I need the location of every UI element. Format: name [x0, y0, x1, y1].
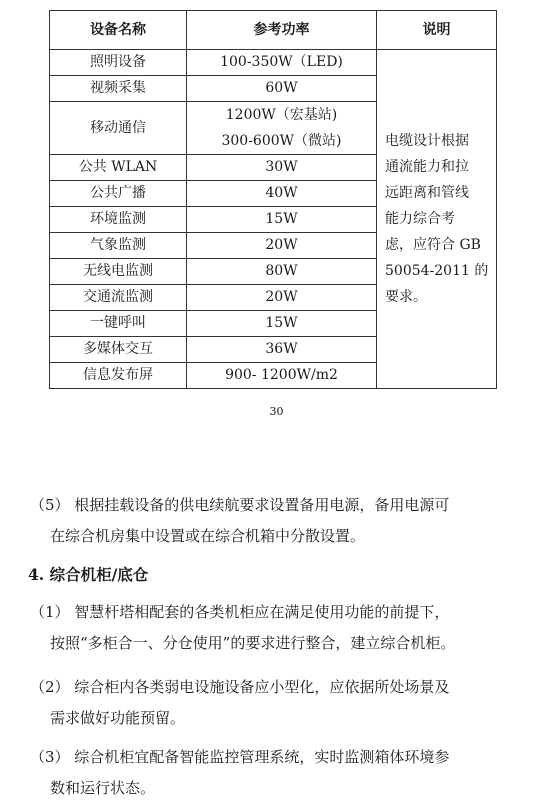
paragraph-line: 按照“多柜合一、分仓使用”的要求进行整合，建立综合机柜。: [50, 634, 456, 652]
device-name: 视频采集: [50, 76, 187, 102]
section-heading: 4. 综合机柜/底仓: [28, 565, 149, 584]
table-row: [50, 50, 497, 76]
power-line: 300-600W（微站): [221, 133, 342, 149]
paragraph-line: 数和运行状态。: [50, 779, 156, 797]
note-line: 要求。: [385, 289, 427, 305]
device-power: 20W: [187, 233, 377, 259]
device-power: 20W: [187, 285, 377, 311]
device-power: 15W: [187, 207, 377, 233]
device-power: 36W: [187, 337, 377, 363]
device-power: 900- 1200W/m2: [187, 363, 377, 389]
device-power: 30W: [187, 155, 377, 181]
device-power: 60W: [187, 76, 377, 102]
device-power: 80W: [187, 259, 377, 285]
device-name: 多媒体交互: [50, 337, 187, 363]
note-line: 50054-2011 的: [385, 263, 489, 279]
header-device-name: 设备名称: [50, 11, 187, 50]
device-power: [187, 102, 377, 155]
paragraph-2: [30, 672, 530, 734]
paragraph-line: （3） 综合机柜宜配备智能监控管理系统，实时监测箱体环境参: [30, 748, 450, 766]
note-line: 通流能力和拉: [385, 159, 469, 175]
device-name: 移动通信: [50, 102, 187, 155]
paragraph-line: 在综合机房集中设置或在综合机箱中分散设置。: [50, 527, 366, 545]
device-name: 环境监测: [50, 207, 187, 233]
device-name: 无线电监测: [50, 259, 187, 285]
power-line: 1200W（宏基站): [225, 107, 338, 123]
note-line: 远距离和管线: [385, 185, 469, 201]
paragraph-line: （5） 根据挂载设备的供电续航要求设置备用电源，备用电源可: [30, 496, 450, 514]
device-power: 100-350W（LED): [187, 50, 377, 76]
note-cell: [377, 50, 497, 389]
device-power: 40W: [187, 181, 377, 207]
paragraph-line: （1） 智慧杆塔相配套的各类机柜应在满足使用功能的前提下，: [30, 603, 450, 621]
paragraph-line: （2） 综合柜内各类弱电设施设备应小型化，应依据所处场景及: [30, 678, 450, 696]
device-name: 照明设备: [50, 50, 187, 76]
note-line: 虑，应符合 GB: [385, 237, 481, 253]
page-number: 30: [269, 405, 284, 418]
paragraph-5: [30, 490, 530, 552]
equipment-power-table: [49, 10, 497, 389]
paragraph-3: [30, 742, 530, 804]
device-name: 交通流监测: [50, 285, 187, 311]
device-name: 气象监测: [50, 233, 187, 259]
note-line: 能力综合考: [385, 211, 455, 227]
header-reference-power: 参考功率: [187, 11, 377, 50]
device-name: 公共 WLAN: [50, 155, 187, 181]
device-name: 一键呼叫: [50, 311, 187, 337]
note-line: 电缆设计根据: [385, 133, 469, 149]
device-name: 信息发布屏: [50, 363, 187, 389]
paragraph-1: [30, 597, 530, 659]
table-header-row: [50, 11, 497, 50]
header-note: 说明: [377, 11, 497, 50]
device-power: 15W: [187, 311, 377, 337]
device-name: 公共广播: [50, 181, 187, 207]
paragraph-line: 需求做好功能预留。: [50, 709, 186, 727]
